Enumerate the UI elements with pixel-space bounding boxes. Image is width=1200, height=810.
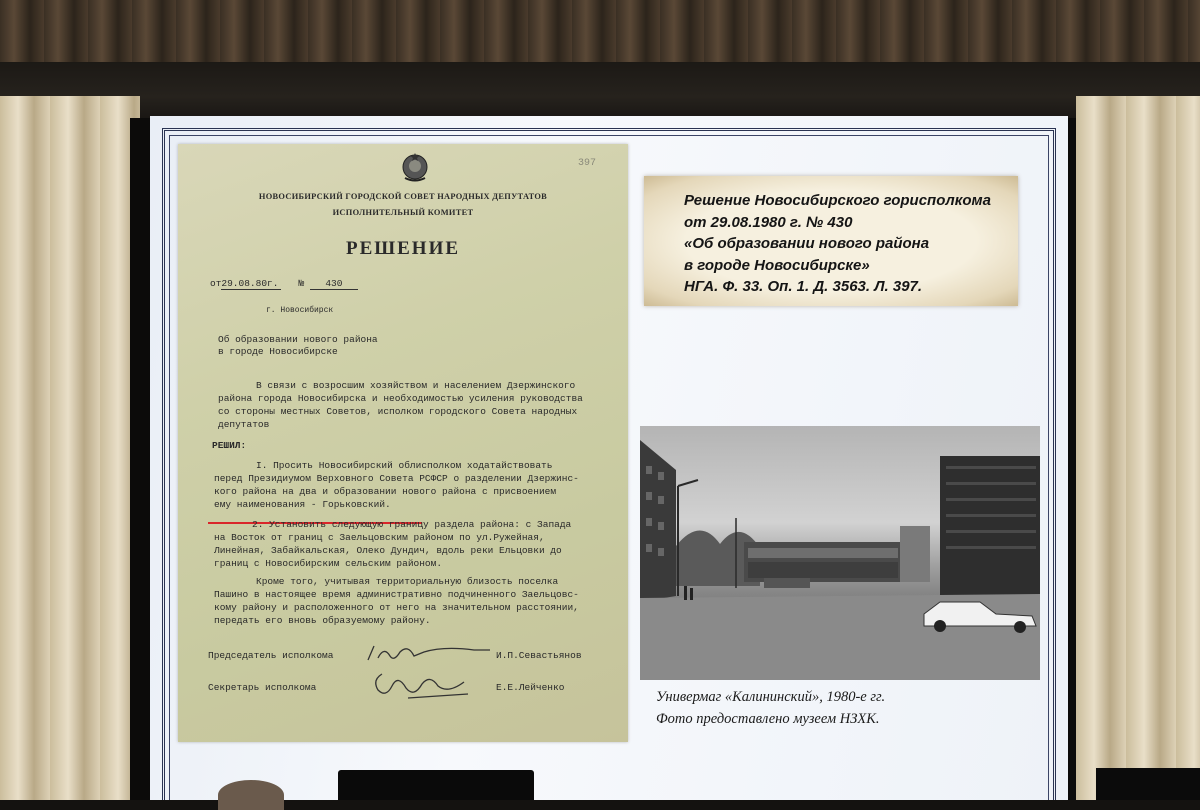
doc-header-line1: НОВОСИБИРСКИЙ ГОРОДСКОЙ СОВЕТ НАРОДНЫХ ДЕПУТАТОВ [258, 192, 548, 201]
stage-speaker [1096, 768, 1200, 800]
projected-slide [150, 116, 1068, 800]
point2-line4: границ с Новосибирским сельским районом. [214, 558, 443, 569]
audience-head [218, 780, 284, 810]
point1-line2: перед Президиумом Верховного Совета РСФСР о разделении Дзержинс- [214, 473, 579, 484]
point3-line1: Кроме того, учитывая территориальную близость поселка [256, 576, 559, 587]
date-line [210, 278, 358, 290]
date-prefix: от [210, 278, 222, 289]
preamble-line1: В связи с возросшим хозяйством и населением Дзержинского [256, 380, 576, 391]
doc-date: 29.08.80г. [221, 278, 281, 290]
street-photo-drawing [640, 426, 1040, 680]
preamble-line3: со стороны местных Советов, исполком городского Совета народных [218, 406, 578, 417]
archival-document [178, 144, 628, 742]
secretary-name: Е.Е.Лейченко [496, 682, 565, 693]
point2-line1: 2. Установить следующую границу раздела района: с Запада [252, 519, 572, 530]
point2-line2: на Восток от границ с Заельцовским районом по ул.Ружейная, [214, 532, 545, 543]
secretary-role: Секретарь исполкома [208, 682, 317, 693]
caption-line5: НГА. Ф. 33. Оп. 1. Д. 3563. Л. 397. [684, 278, 923, 295]
point3-line4: передать его вновь образуемому району. [214, 615, 431, 626]
doc-number: 430 [310, 278, 358, 290]
photo-caption-line2: Фото предоставлено музеем НЗХК. [656, 711, 880, 727]
point3-line3: кому району и расположенного от него на значительном расстоянии, [214, 602, 579, 613]
archive-caption-box [644, 176, 1018, 306]
street-photo [640, 426, 1040, 680]
photo-caption [656, 686, 885, 730]
number-prefix: № [298, 278, 305, 289]
photo-caption-line1: Универмаг «Калининский», 1980-е гг. [656, 689, 886, 705]
doc-title: РЕШЕНИЕ [345, 238, 461, 259]
point1-line4: ему наименования - Горьковский. [214, 499, 391, 510]
subject-line2: в городе Новосибирске [218, 346, 338, 357]
doc-city: г. Новосибирск [266, 306, 334, 315]
secretary-signature [368, 664, 480, 704]
stage-monitor [338, 770, 534, 800]
point3-line2: Пашино в настоящее время административно подчиненного Заельцовс- [214, 589, 579, 600]
preamble-line4: депутатов [218, 419, 270, 430]
point2-line3: Линейная, Забайкальская, Олеко Дундич, вдоль реки Ельцовки до [214, 545, 562, 556]
right-curtain [1076, 96, 1200, 800]
left-curtain [0, 96, 140, 800]
chairman-role: Председатель исполкома [208, 650, 334, 661]
stage-rail [0, 62, 1200, 120]
caption-line2: от 29.08.1980 г. № 430 [684, 213, 853, 231]
point1-line3: кого района на два и образовании нового района с присвоением [214, 486, 557, 497]
stage-valance [0, 0, 1200, 62]
preamble-line2: района города Новосибирска и необходимостью усиления руководства [218, 393, 583, 404]
caption-line4: в городе Новосибирске» [684, 256, 870, 274]
point1-line1: I. Просить Новосибирский облисполком ходатайствовать [256, 460, 553, 471]
resolved-label: РЕШИЛ: [212, 440, 247, 451]
archive-page-number: 397 [578, 158, 597, 169]
chairman-name: И.П.Севастьянов [496, 650, 582, 661]
caption-line3: «Об образовании нового района [684, 235, 930, 252]
rsfsr-emblem-icon [400, 152, 430, 184]
chairman-signature [364, 642, 494, 666]
subject-line1: Об образовании нового района [218, 334, 378, 345]
doc-header-line2: ИСПОЛНИТЕЛЬНЫЙ КОМИТЕТ [332, 208, 474, 217]
caption-line1: Решение Новосибирского горисполкома [684, 192, 991, 209]
archive-caption [684, 190, 991, 298]
